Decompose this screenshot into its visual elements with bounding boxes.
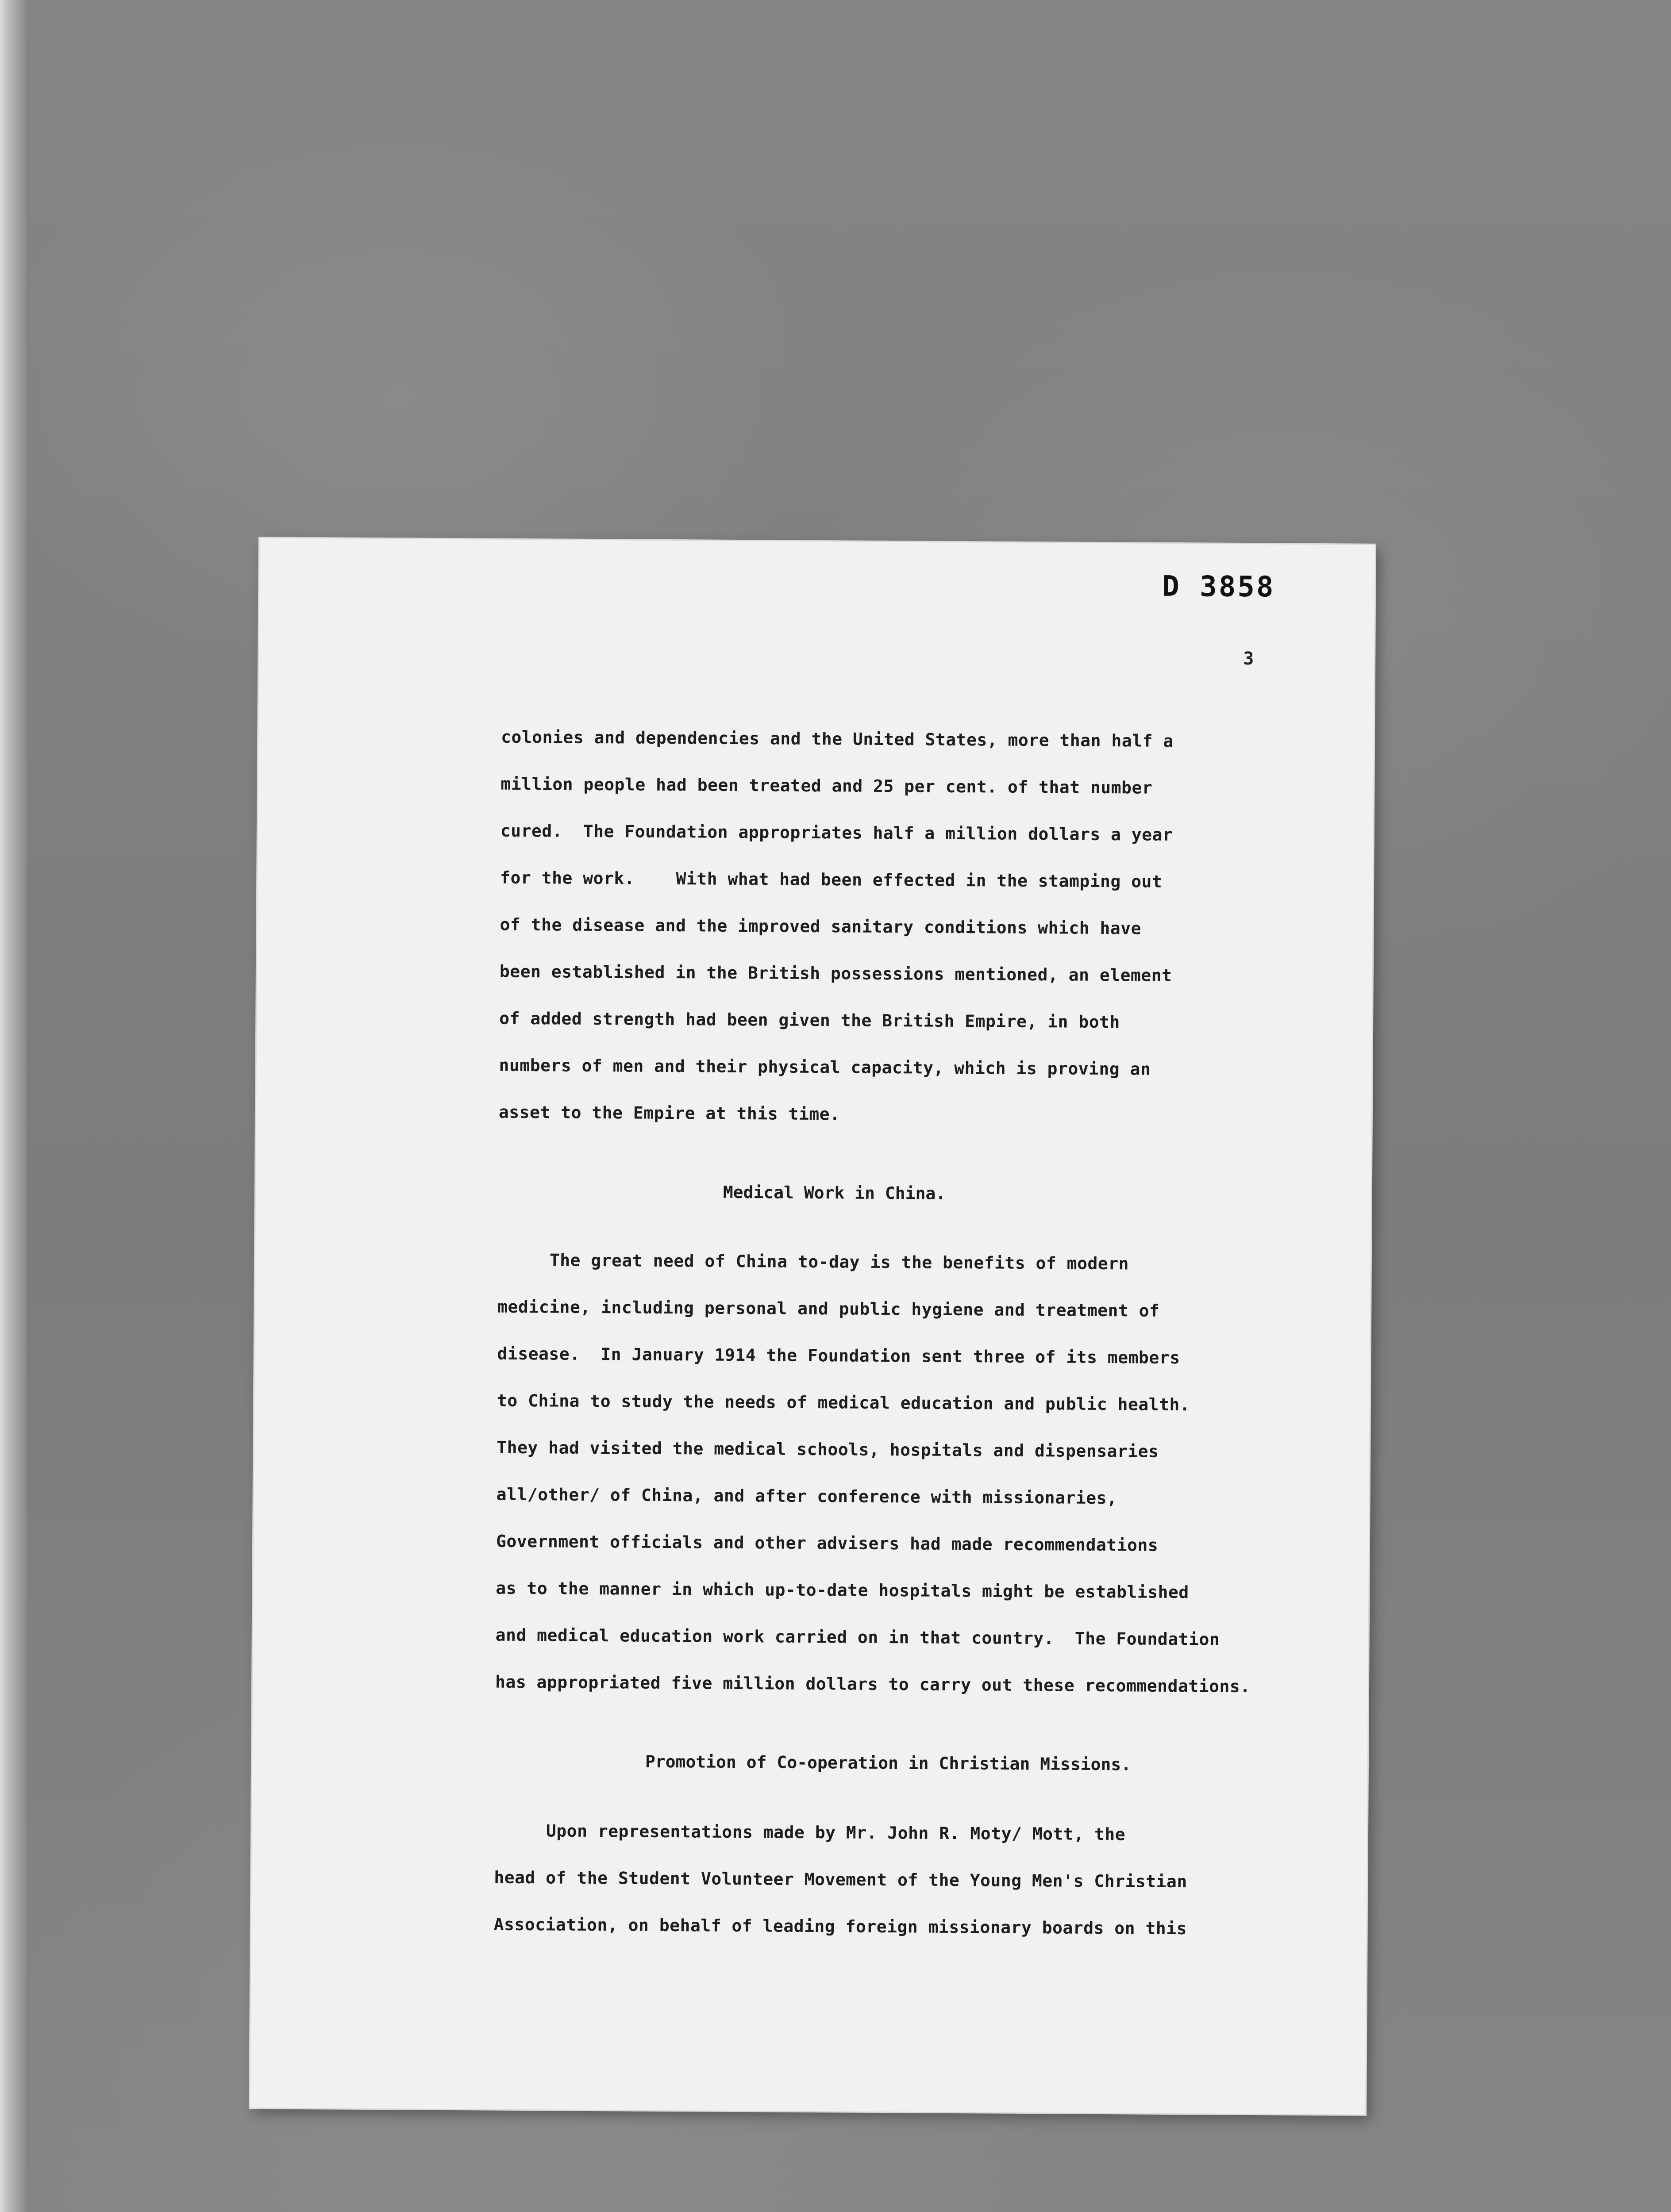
document-page (250, 538, 1375, 2114)
paragraph-2-line: has appropriated five million dollars to carry out these recommendations. (495, 1672, 1251, 1697)
paragraph-1-line: of added strength had been given the British Empire, in both (499, 1008, 1120, 1032)
paragraph-2-line: They had visited the medical schools, hospitals and dispensaries (497, 1437, 1159, 1461)
paragraph-2-line: and medical education work carried on in that country. The Foundation (495, 1625, 1220, 1649)
paragraph-1-line: numbers of men and their physical capacity, which is proving an (499, 1055, 1151, 1079)
paragraph-2-line: medicine, including personal and public hygiene and treatment of (497, 1297, 1160, 1321)
paragraph-1-line: been established in the British possessions mentioned, an element (499, 961, 1172, 985)
paragraph-2-line: The great need of China to-day is the benefits of modern (497, 1250, 1129, 1274)
paragraph-3-line: Upon representations made by Mr. John R. Moty/ Mott, the (494, 1820, 1126, 1844)
paragraph-1-line: million people had been treated and 25 per cent. of that number (501, 774, 1153, 798)
reference-number: D 3858 (1162, 570, 1275, 604)
paragraph-3-line: Association, on behalf of leading foreign missionary boards on this (493, 1914, 1187, 1939)
paragraph-2-line: to China to study the needs of medical education and public health. (497, 1390, 1190, 1415)
paragraph-1-line: asset to the Empire at this time. (498, 1102, 840, 1124)
paragraph-1-line: cured. The Foundation appropriates half a million dollars a year (500, 821, 1173, 845)
paragraph-2-line: disease. In January 1914 the Foundation sent three of its members (497, 1344, 1180, 1368)
paragraph-3-line: head of the Student Volunteer Movement of the Young Men's Christian (494, 1867, 1187, 1892)
section-heading-promotion: Promotion of Co-operation in Christian Missions. (645, 1751, 1132, 1774)
paragraph-2-line: all/other/ of China, and after conference with missionaries, (496, 1484, 1117, 1508)
paragraph-2-line: as to the manner in which up-to-date hospitals might be established (496, 1578, 1189, 1602)
paragraph-1-line: of the disease and the improved sanitary conditions which have (500, 914, 1142, 938)
section-heading-medical-work: Medical Work in China. (723, 1182, 946, 1203)
paragraph-1-line: for the work. With what had been effected in the stamping out (500, 868, 1163, 891)
paragraph-1-line: colonies and dependencies and the United States, more than half a (501, 727, 1174, 751)
page-number: 3 (1243, 648, 1254, 669)
paragraph-2-line: Government officials and other advisers had made recommendations (496, 1531, 1159, 1555)
film-edge (0, 0, 27, 2212)
